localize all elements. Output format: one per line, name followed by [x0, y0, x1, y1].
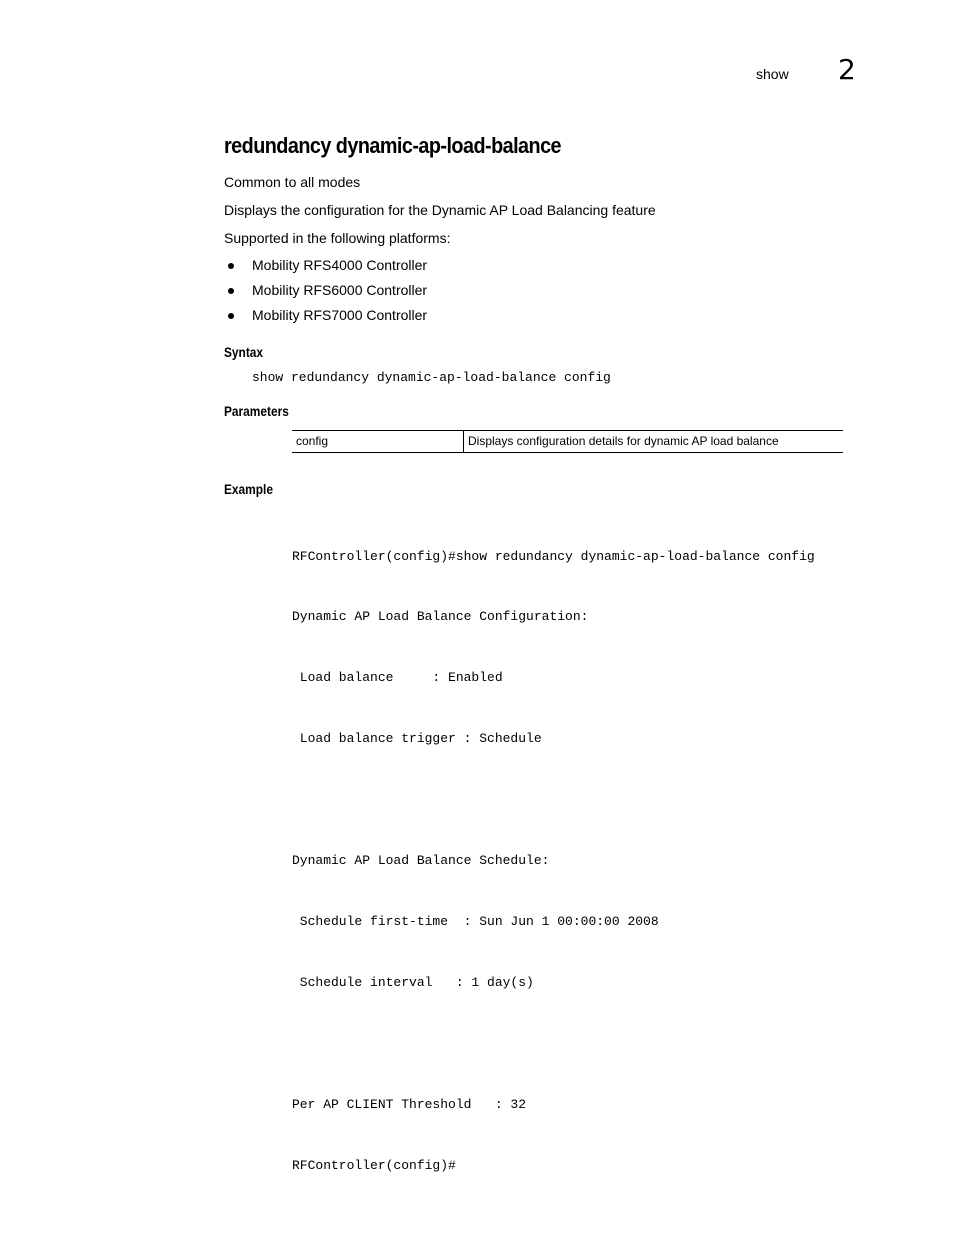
bullet-icon [228, 313, 234, 319]
platforms-intro: Supported in the following platforms: [224, 230, 451, 246]
code-line: Schedule interval : 1 day(s) [292, 974, 534, 990]
parameters-heading: Parameters [224, 403, 289, 419]
list-item [224, 257, 427, 282]
platform-name: Mobility RFS7000 Controller [252, 307, 428, 323]
code-line: Dynamic AP Load Balance Schedule: [292, 853, 550, 869]
code-line: RFController(config)#show redundancy dynamic-ap-load-balance config [292, 548, 815, 564]
parameter-description: Displays configuration details for dynamic AP load balance [464, 431, 844, 453]
code-line [292, 1034, 815, 1054]
syntax-command: show redundancy dynamic-ap-load-balance config [252, 370, 611, 385]
list-item [224, 307, 427, 332]
code-line: Schedule first-time : Sun Jun 1 00:00:00 2008 [292, 913, 659, 929]
code-line: Load balance : Enabled [292, 670, 503, 686]
list-item [224, 282, 427, 307]
header-chapter-number: 2 [838, 53, 856, 86]
example-heading: Example [224, 481, 273, 497]
parameters-table [292, 430, 843, 453]
description-text: Displays the configuration for the Dynamic AP Load Balancing feature [224, 202, 656, 218]
platform-name: Mobility RFS4000 Controller [252, 257, 428, 273]
bullet-icon [228, 263, 234, 269]
command-title: redundancy dynamic-ap-load-balance [224, 133, 562, 158]
code-line: RFController(config)# [292, 1157, 456, 1173]
platform-list [224, 257, 427, 332]
parameter-name: config [292, 431, 464, 453]
example-code-block [292, 506, 815, 1196]
mode-text: Common to all modes [224, 174, 361, 190]
code-line: Dynamic AP Load Balance Configuration: [292, 609, 589, 625]
bullet-icon [228, 288, 234, 294]
code-line: Per AP CLIENT Threshold : 32 [292, 1096, 527, 1112]
code-line: Load balance trigger : Schedule [292, 731, 542, 747]
code-line [292, 790, 815, 810]
header-section-name: show [756, 66, 789, 82]
table-row [292, 431, 843, 453]
platform-name: Mobility RFS6000 Controller [252, 282, 428, 298]
syntax-heading: Syntax [224, 344, 264, 360]
